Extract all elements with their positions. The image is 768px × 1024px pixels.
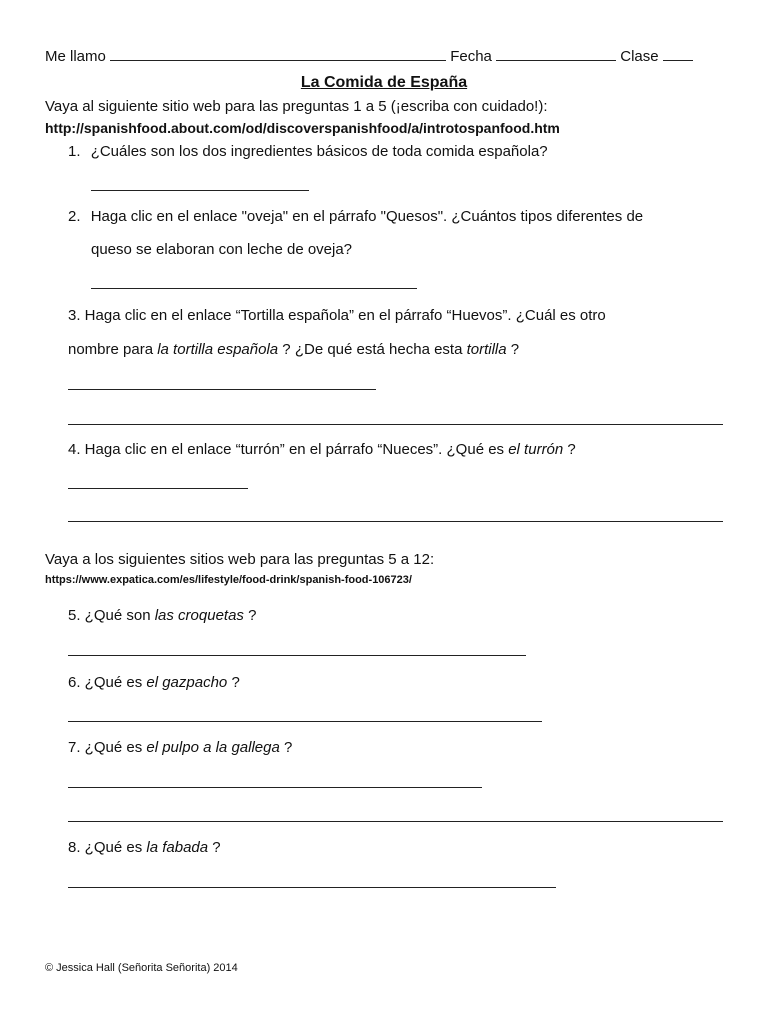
question-7-text: 7. ¿Qué es [68,739,147,756]
copyright-footer: © Jessica Hall (Señorita Señorita) 2014 [45,962,238,974]
question-5 [68,607,256,624]
answer-line-4b[interactable] [68,521,723,522]
question-3-text-b [68,341,519,358]
name-field[interactable] [110,59,446,61]
question-4-emphasis: el turrón [508,441,564,458]
question-6 [68,674,240,691]
answer-line-1[interactable] [91,190,309,191]
class-field[interactable] [663,59,693,61]
question-3-text-a: 3. Haga clic en el enlace “Tortilla española” en el párrafo “Huevos”. ¿Cuál es otro [68,307,606,324]
question-5-text-end: ? [243,607,257,624]
question-2-text-b: queso se elaboran con leche de oveja? [91,241,353,258]
answer-line-2[interactable] [91,288,417,289]
question-6-text: 6. ¿Qué es [68,674,147,691]
answer-line-5[interactable] [68,655,526,656]
answer-line-7b[interactable] [68,821,723,822]
question-8-emphasis: la fabada [146,839,209,856]
question-3-text-b-mid: ? ¿De qué está hecha esta [278,341,467,358]
question-7-emphasis: el pulpo a la gallega [146,739,280,756]
date-field[interactable] [496,59,616,61]
question-7-text-end: ? [279,739,293,756]
answer-line-3a[interactable] [68,389,376,390]
question-8-text-end: ? [208,839,221,856]
question-4-text-end: ? [563,441,576,458]
answer-line-7a[interactable] [68,787,482,788]
answer-line-8[interactable] [68,887,556,888]
page-title: La Comida de España [300,74,468,91]
question-6-text-end: ? [227,674,240,691]
question-1-text: ¿Cuáles son los dos ingredientes básicos de toda comida española? [90,143,548,160]
question-4 [68,441,576,458]
name-label: Me llamo [45,48,106,65]
question-7 [68,739,292,756]
question-1-number: 1. [68,143,81,160]
class-label: Clase [620,48,659,65]
question-2-text-a: Haga clic en el enlace "oveja" en el párrafo "Quesos". ¿Cuántos tipos diferentes de [90,208,644,225]
question-4-text: 4. Haga clic en el enlace “turrón” en el párrafo “Nueces”. ¿Qué es [68,441,509,458]
question-5-text: 5. ¿Qué son [68,607,155,624]
answer-line-3b[interactable] [68,424,723,425]
answer-line-4a[interactable] [68,488,248,489]
question-3-text-b-pre: nombre para [68,341,158,358]
answer-line-6[interactable] [68,721,542,722]
question-8 [68,839,221,856]
date-label: Fecha [450,48,492,65]
section2-url[interactable]: https://www.expatica.com/es/lifestyle/food-drink/spanish-food-106723/ [45,574,412,586]
question-3-emphasis-2: tortilla [466,341,507,358]
question-2-number: 2. [68,208,81,225]
question-1 [68,143,548,160]
question-8-text: 8. ¿Qué es [68,839,147,856]
header-row [45,48,725,65]
question-6-emphasis: el gazpacho [146,674,228,691]
question-3-emphasis: la tortilla española [157,341,279,358]
section1-instruction: Vaya al siguiente sitio web para las preguntas 1 a 5 (¡escriba con cuidado!): [45,98,548,115]
section2-instruction: Vaya a los siguientes sitios web para las preguntas 5 a 12: [45,551,435,568]
section1-url[interactable]: http://spanishfood.about.com/od/discoverspanishfood/a/introtospanfood.htm [45,120,560,136]
question-2 [68,208,643,225]
question-5-emphasis: las croquetas [154,607,244,624]
question-3-text-b-end: ? [506,341,520,358]
